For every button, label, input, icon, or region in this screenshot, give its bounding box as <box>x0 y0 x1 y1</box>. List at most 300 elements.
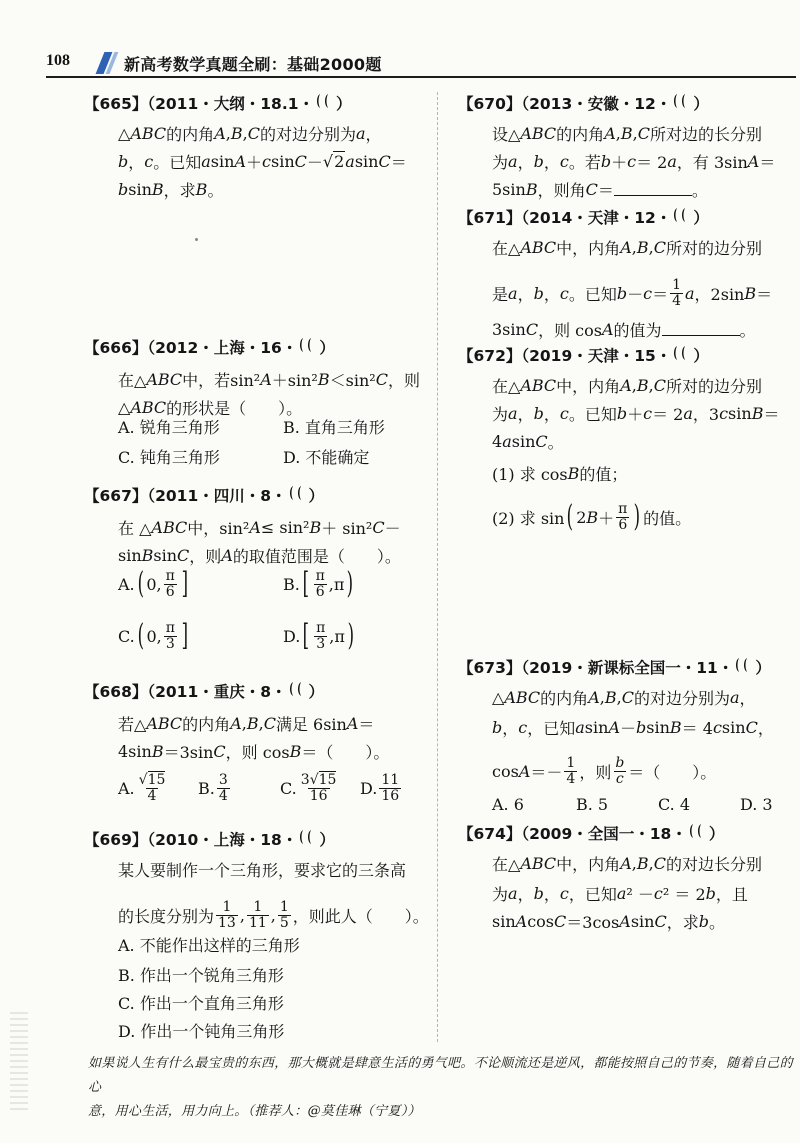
math-variable: b <box>636 718 647 737</box>
text-run: A. 6 <box>492 794 524 814</box>
text-run: A. 锐角三角形 <box>118 417 220 437</box>
math-variable: a <box>345 152 355 171</box>
text-run: 。 <box>547 433 564 452</box>
math-variable: C <box>535 432 548 451</box>
text-run: ＜sin² <box>329 371 376 390</box>
text-run: 的内角 <box>540 689 589 708</box>
math-variable: B <box>636 376 649 395</box>
answer-option <box>280 773 340 803</box>
math-variable: b <box>492 718 503 737</box>
math-variable: ABC <box>520 376 557 395</box>
crescent-moon-icon <box>314 93 336 109</box>
math-variable: ABC <box>146 370 183 389</box>
answer-blank <box>662 323 740 336</box>
math-variable: a <box>508 152 518 171</box>
denominator <box>614 771 626 787</box>
math-variable: C <box>554 912 567 931</box>
difficulty-icon <box>671 345 693 365</box>
book-title: 新高考数学真题全刷：基础2000题 <box>124 55 382 74</box>
text-run: , <box>648 854 654 873</box>
crescent-moon-icon <box>671 345 693 361</box>
problem-header: 【666】（2012・上海・16・ ） <box>84 339 335 357</box>
text-run: 中，sin² <box>187 519 250 538</box>
text-run: ， <box>517 153 534 172</box>
text-run: D. 不能确定 <box>283 447 370 467</box>
header-close: ） <box>319 339 335 357</box>
math-variable: a <box>616 884 627 903</box>
math-variable: C <box>585 180 598 199</box>
problem-text-line <box>492 462 627 485</box>
answer-option <box>118 445 220 468</box>
math-variable: a <box>667 152 677 171</box>
text-run: sin <box>492 912 516 931</box>
math-variable: a <box>508 283 518 303</box>
text-run: ＝ <box>597 181 614 200</box>
header-close: ） <box>755 659 771 677</box>
math-variable: a <box>575 718 585 737</box>
text-run: sin <box>721 718 746 737</box>
crescent-moon-icon <box>733 657 755 673</box>
math-variable: a <box>502 432 512 451</box>
speck <box>195 238 198 241</box>
math-variable: A <box>620 854 632 873</box>
text-run: sin <box>210 152 235 171</box>
text-run: 在△ <box>118 371 147 390</box>
text-run: , <box>242 124 248 143</box>
difficulty-icon <box>733 657 755 677</box>
denominator: 11 <box>248 914 267 931</box>
fraction <box>164 569 177 599</box>
text-run: － <box>306 153 323 172</box>
crescent-moon-icon <box>297 337 319 353</box>
math-variable: b <box>533 283 544 303</box>
math-variable: c <box>712 718 722 737</box>
math-variable: A <box>518 761 531 781</box>
problem-text-line <box>118 900 429 930</box>
text-run: 中，内角 <box>556 239 621 258</box>
math-variable: a <box>683 404 693 423</box>
math-variable: C <box>213 742 226 761</box>
problem-text-line <box>492 716 774 739</box>
text-run: ， <box>757 719 774 738</box>
math-variable: A <box>260 370 272 389</box>
math-variable: B <box>309 518 322 537</box>
radical-sign: √ <box>309 771 319 788</box>
math-variable: a <box>729 688 740 707</box>
math-variable: C <box>294 152 307 171</box>
problem-header: 【673】（2019・新课标全国一・11・ ） <box>458 659 771 677</box>
denominator: 4 <box>672 292 681 309</box>
math-variable: B <box>636 238 649 257</box>
answer-option <box>118 991 284 1014</box>
numerator: π <box>165 619 175 636</box>
math-variable: B <box>289 742 302 761</box>
text-run: 2 <box>576 507 587 527</box>
math-variable: ABC <box>146 714 183 733</box>
text-run: 0, <box>146 626 162 646</box>
text-run: C. <box>280 778 297 798</box>
math-variable: B <box>141 546 154 565</box>
denominator: 6 <box>315 583 325 600</box>
answer-option <box>118 963 284 986</box>
text-run: (1) 求 cos <box>492 465 568 484</box>
text-run: ≤ sin² <box>260 518 310 537</box>
math-variable: c <box>262 152 271 171</box>
text-run: 在△ <box>492 377 521 396</box>
header-close: ） <box>693 347 709 365</box>
text-run: 为 <box>492 153 509 172</box>
problem-header: 【674】（2009・全国一・18・ ） <box>458 825 725 843</box>
fraction <box>216 900 238 930</box>
text-run: 所对的边分别 <box>665 239 762 258</box>
text-run: , <box>258 714 264 733</box>
text-run: ，已知 <box>527 719 576 738</box>
numerator: 1 <box>566 755 576 771</box>
text-run: D. 作出一个钝角三角形 <box>118 1021 285 1041</box>
math-variable: ABC <box>520 238 557 257</box>
text-run: sin <box>128 180 152 199</box>
radicand: 15 <box>318 771 337 788</box>
text-run: ＝ 2 <box>652 405 684 424</box>
math-variable: c <box>719 404 729 423</box>
text-run: ，则 cos <box>225 743 290 762</box>
text-run: ² － <box>626 885 654 904</box>
crescent-moon-icon <box>287 485 309 501</box>
fraction <box>314 621 327 651</box>
fraction <box>137 773 168 803</box>
problem-text-line <box>118 368 420 391</box>
text-run: B. <box>198 778 215 798</box>
fraction <box>247 900 269 930</box>
difficulty-icon <box>287 485 309 505</box>
text-run: ， <box>543 284 560 304</box>
numerator: 1 <box>279 899 289 915</box>
math-variable: a <box>508 884 518 903</box>
text-run: ， <box>128 153 145 172</box>
text-run: B. <box>283 574 300 594</box>
page-header <box>0 0 800 90</box>
answer-option <box>118 618 191 653</box>
text-run: ， <box>502 719 519 738</box>
math-variable: c <box>653 884 663 903</box>
text-run: 。已知 <box>568 405 617 424</box>
math-variable: c <box>144 152 154 171</box>
page-edge-mark <box>10 1010 28 1110</box>
problem-text-line <box>492 430 564 453</box>
difficulty-icon <box>314 93 336 113</box>
math-variable: ABC <box>520 854 557 873</box>
math-variable: a <box>685 283 695 303</box>
text-run: ， <box>365 125 382 144</box>
answer-option <box>118 566 191 601</box>
text-run: 的内角 <box>166 125 215 144</box>
numerator: π <box>165 567 175 584</box>
text-run: cos <box>492 761 519 781</box>
text-run: ＝3sin <box>163 743 214 762</box>
text-run: 。已知 <box>568 284 617 304</box>
fraction <box>616 502 629 532</box>
numerator <box>137 773 168 788</box>
text-run: 5sin <box>492 180 526 199</box>
fraction <box>278 900 291 930</box>
text-run: － <box>384 519 401 538</box>
math-variable: c <box>615 770 624 787</box>
numerator: π <box>315 567 325 584</box>
header-close: ） <box>693 209 709 227</box>
answer-option <box>283 618 357 653</box>
answer-option <box>118 1019 284 1042</box>
math-variable: A <box>230 714 242 733</box>
text-run: D. 3 <box>740 794 773 814</box>
text-run: ＝ <box>763 405 780 424</box>
math-variable: B <box>636 854 649 873</box>
math-variable: b <box>705 884 716 903</box>
text-run: － <box>627 284 644 304</box>
numerator: π <box>618 501 628 517</box>
math-variable: c <box>559 152 569 171</box>
denominator: 5 <box>279 914 289 931</box>
text-run: ， <box>739 689 756 708</box>
text-run: 若△ <box>118 715 147 734</box>
problem-text-line <box>492 402 779 425</box>
header-close: ） <box>336 95 352 113</box>
math-variable: b <box>600 152 612 171</box>
math-variable: B <box>669 718 682 737</box>
text-run: ＝ <box>756 284 773 304</box>
text-run: A. 不能作出这样的三角形 <box>118 935 300 955</box>
text-run: ＝－ <box>530 762 563 782</box>
math-variable: B <box>567 464 580 483</box>
math-variable: ABC <box>504 688 541 707</box>
bracket: ) <box>347 618 354 653</box>
text-run: ，3 <box>692 405 720 424</box>
text-run: ＝（ ）。 <box>301 743 390 762</box>
problem-text-line <box>492 852 762 875</box>
math-variable: b <box>616 283 628 303</box>
text-run: 的内角 <box>556 125 605 144</box>
text-run: 的取值范围是（ ）。 <box>232 547 401 566</box>
text-run: sin <box>118 546 142 565</box>
text-run: ＝ <box>759 153 776 172</box>
answer-option <box>118 773 169 803</box>
math-variable: ABC <box>520 124 557 143</box>
answer-option <box>283 566 356 601</box>
problem-text-line <box>492 122 762 145</box>
text-run: , <box>239 905 245 925</box>
math-variable: c <box>559 404 569 423</box>
numerator: 3 <box>218 771 228 788</box>
text-run: 3sin <box>492 320 526 339</box>
text-run: B. 5 <box>576 794 609 814</box>
footer-quote-line-1: 如果说人生有什么最宝贵的东西，那大概就是肆意生活的勇气吧。不论顺流还是逆风，都能按照自己的节奏，随着自己的心 <box>88 1056 793 1095</box>
bracket: ] <box>181 566 188 601</box>
text-run: ,π <box>328 574 345 594</box>
text-run: 的长度分别为 <box>118 906 215 926</box>
math-variable: a <box>508 404 518 423</box>
text-run: ＋ <box>598 508 615 528</box>
problem-header: 【672】（2019・天津・15・ ） <box>458 347 709 365</box>
text-run: 中，内角 <box>556 855 621 874</box>
text-run: 为 <box>492 405 509 424</box>
math-variable: A <box>515 912 528 931</box>
answer-option <box>283 445 369 468</box>
math-variable: C <box>621 688 634 707</box>
math-variable: c <box>643 404 653 423</box>
math-variable: B <box>151 180 164 199</box>
math-variable: A <box>601 320 614 339</box>
text-run: 是 <box>492 284 509 304</box>
answer-option <box>740 795 773 814</box>
radical-sign: √ <box>138 771 148 788</box>
text-run: 0, <box>146 574 162 594</box>
math-variable: A <box>249 518 261 537</box>
math-variable: C <box>525 320 539 339</box>
bracket: ] <box>181 618 189 653</box>
math-variable: c <box>518 718 528 737</box>
math-variable: A <box>346 714 359 733</box>
math-variable: C <box>745 718 758 737</box>
text-run: C. <box>118 626 135 646</box>
text-run: 所对的边分别 <box>665 377 762 396</box>
header-close: ） <box>308 683 325 701</box>
text-run: ， <box>517 885 534 904</box>
text-run: ，求 <box>666 913 699 932</box>
answer-option <box>576 795 608 814</box>
header-close: ） <box>319 831 335 849</box>
math-variable: C <box>263 714 276 733</box>
text-run: C. 作出一个直角三角形 <box>118 993 284 1013</box>
text-run: D. <box>283 626 301 646</box>
denominator: 4 <box>147 787 157 804</box>
footer-quote-line-2: 意，用心生活，用力向上。（推荐人：@莫佳琳（宁夏）） <box>88 1104 421 1119</box>
math-variable: B <box>525 180 538 199</box>
text-run: 。 <box>739 321 756 340</box>
square-root <box>323 152 345 171</box>
fraction <box>564 756 577 786</box>
text-run: C. 钝角三角形 <box>118 447 220 467</box>
text-run: 设△ <box>492 125 521 144</box>
text-run: 。若 <box>568 153 601 172</box>
numerator: π <box>316 619 326 636</box>
math-variable: A <box>747 152 760 171</box>
header-close: ） <box>308 487 325 505</box>
text-run: ，有 3sin <box>676 153 748 172</box>
math-variable: b <box>118 180 129 199</box>
problem-header: 【665】（2011・大纲・18.1・ ） <box>84 95 352 113</box>
problem-text-line <box>492 236 762 259</box>
text-run: sin <box>354 152 379 171</box>
fraction <box>217 773 230 803</box>
math-variable: B <box>246 714 259 733</box>
problem-header: 【668】（2011・重庆・8・ ） <box>84 683 325 701</box>
text-run: ，且 <box>715 885 748 904</box>
text-run: A. <box>118 574 135 594</box>
text-run: ， <box>543 885 560 904</box>
math-variable: C <box>653 238 666 257</box>
answer-option <box>360 773 403 803</box>
text-run: ，2sin <box>694 284 745 304</box>
text-run: 中，若sin² <box>182 371 261 390</box>
text-run: C. 4 <box>658 794 691 814</box>
math-variable: B <box>317 370 330 389</box>
text-run: 的值为 <box>613 321 662 340</box>
problem-text-line <box>118 122 382 145</box>
column-divider <box>437 92 438 1042</box>
text-run: ， <box>517 405 534 424</box>
math-variable: B <box>151 742 164 761</box>
math-variable: b <box>615 755 625 771</box>
text-run: B. 作出一个锐角三角形 <box>118 965 284 985</box>
math-variable: a <box>355 124 366 143</box>
math-variable: c <box>559 884 569 903</box>
numerator: 1 <box>672 277 681 293</box>
numerator <box>299 773 339 788</box>
fraction <box>379 773 401 803</box>
text-run: 在 △ <box>118 519 152 538</box>
text-run: △ <box>118 398 131 417</box>
text-run: D. <box>360 778 378 798</box>
bracket: ) <box>634 499 641 535</box>
text-run: , <box>241 714 247 733</box>
bracket: [ <box>302 566 309 601</box>
math-variable: B <box>751 404 764 423</box>
text-run: 。已知 <box>153 153 202 172</box>
text-run: , <box>631 854 637 873</box>
math-variable: C <box>654 912 667 931</box>
problem-header: 【670】（2013・安徽・12・ ） <box>458 95 709 113</box>
text-run: 。 <box>708 913 725 932</box>
text-run: ＋ <box>246 153 263 172</box>
text-run: sin <box>646 718 670 737</box>
crescent-moon-icon <box>671 93 693 109</box>
math-variable: B <box>604 688 617 707</box>
text-run: 在△ <box>492 855 521 874</box>
text-run: cos <box>527 912 555 931</box>
text-run: ,π <box>329 626 345 646</box>
problem-text-line <box>118 516 401 539</box>
text-run: ，已知 <box>568 885 617 904</box>
radical-sign: √ <box>322 152 334 171</box>
text-run: , <box>648 376 654 395</box>
difficulty-icon <box>287 681 309 701</box>
answer-option <box>658 795 690 814</box>
text-run: ， <box>543 153 560 172</box>
math-variable: C <box>375 370 388 389</box>
header-close: ） <box>693 95 709 113</box>
text-run: 。 <box>207 181 224 200</box>
text-run: ，则 cos <box>538 321 602 340</box>
text-run: A. <box>118 778 135 798</box>
math-variable: c <box>627 152 637 171</box>
problem-text-line <box>492 910 725 933</box>
text-run: (2) 求 sin <box>492 508 565 528</box>
denominator: 16 <box>309 787 328 804</box>
denominator: 6 <box>165 583 175 600</box>
radicand: 15 <box>147 771 166 788</box>
coefficient: 3 <box>300 771 310 788</box>
difficulty-icon <box>671 93 693 113</box>
problem-text-line <box>492 882 748 905</box>
text-run: ，求 <box>163 181 196 200</box>
text-run: , <box>615 124 621 143</box>
text-run: , <box>616 688 622 707</box>
denominator: 13 <box>218 914 236 931</box>
math-variable: C <box>637 124 650 143</box>
difficulty-icon <box>297 337 319 357</box>
crescent-moon-icon <box>687 823 709 839</box>
math-variable: ABC <box>130 124 167 143</box>
text-run: , <box>225 124 231 143</box>
